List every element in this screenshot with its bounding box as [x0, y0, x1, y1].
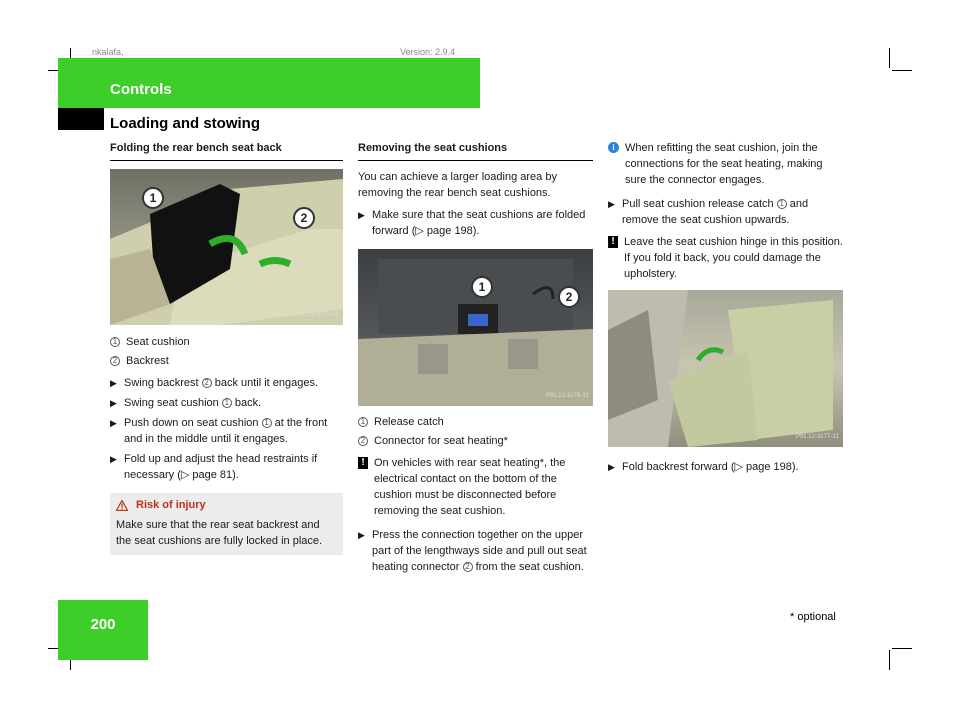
triangle-right-icon: ▶	[110, 378, 117, 388]
crop-mark	[892, 70, 912, 71]
callout-2: 2	[558, 286, 580, 308]
note-text: On vehicles with rear seat heating*, the electrical contact on the bottom of the cushion must be disconnected before removing the seat cushion.	[374, 457, 566, 517]
legend-text: Seat cushion	[126, 336, 190, 348]
section-tab-marker	[58, 108, 104, 130]
photo-folded-seat	[608, 290, 843, 447]
column-folding	[110, 140, 343, 555]
instruction-step	[110, 415, 343, 447]
instruction-step	[358, 527, 593, 575]
warning-title: Risk of injury	[136, 499, 206, 511]
heading-removing: Removing the seat cushions	[358, 140, 593, 161]
folded-seat-illustration	[608, 290, 843, 447]
triangle-right-icon: ▶	[358, 530, 365, 540]
legend-text: Backrest	[126, 355, 169, 367]
step-text: Fold backrest forward (▷ page 198).	[622, 461, 799, 473]
step-text: Press the connection together on the upper part of the lengthways side and pull out seat heating connector	[372, 529, 587, 573]
page-number: 200	[90, 616, 116, 633]
info-note	[608, 140, 843, 188]
column-refitting	[608, 140, 843, 479]
instruction-step	[608, 196, 843, 228]
exclamation-icon: !	[608, 236, 618, 248]
callout-number-icon: 1	[358, 417, 368, 427]
notice-note	[608, 234, 843, 282]
triangle-right-icon: ▶	[608, 199, 615, 209]
warning-triangle-icon	[116, 500, 128, 511]
footnote: * optional	[790, 611, 836, 623]
crop-mark	[892, 648, 912, 649]
triangle-right-icon: ▶	[358, 210, 365, 220]
meta-right: Version: 2.9.4	[400, 47, 456, 57]
callout-number-icon: 1	[262, 418, 272, 428]
callout-1: 1	[471, 276, 493, 298]
callout-number-icon: 1	[222, 398, 232, 408]
instruction-step	[110, 451, 343, 483]
callout-number-icon: 1	[777, 199, 787, 209]
step-text: at the front and in the middle until it engages.	[124, 417, 328, 445]
instruction-step	[358, 207, 593, 239]
photo-rear-bench-fold	[110, 169, 343, 325]
legend-text: Connector for seat heating*	[374, 435, 508, 447]
warning-text: Make sure that the rear seat backrest and the seat cushions are fully locked in place.	[116, 519, 323, 547]
meta-left: nkalafa,	[92, 47, 124, 57]
step-text: Push down on seat cushion	[124, 417, 262, 429]
legend-item	[110, 353, 343, 369]
instruction-step	[110, 375, 343, 391]
callout-number-icon: 1	[110, 337, 120, 347]
column-removing	[358, 140, 593, 579]
warning-box	[110, 493, 343, 555]
crop-mark	[889, 650, 890, 670]
legend-text: Release catch	[374, 416, 444, 428]
callout-number-icon: 2	[463, 562, 473, 572]
step-text: from the seat cushion.	[472, 561, 584, 573]
legend-item	[358, 414, 593, 430]
legend-item	[358, 433, 593, 449]
photo-code: P91.12-3175-31	[295, 312, 339, 318]
triangle-right-icon: ▶	[110, 398, 117, 408]
step-text: and remove the seat cushion upwards.	[622, 198, 809, 226]
crop-mark	[889, 48, 890, 68]
triangle-right-icon: ▶	[110, 454, 117, 464]
section-title: Controls	[110, 81, 172, 98]
step-text: Swing backrest	[124, 377, 202, 389]
notice-note	[358, 455, 593, 519]
photo-seat-release-catch	[358, 249, 593, 406]
photo-code: P91.12-3176-31	[545, 393, 589, 399]
instruction-step	[608, 459, 843, 475]
step-text: back.	[231, 397, 262, 409]
instruction-step	[110, 395, 343, 411]
info-icon: i	[608, 142, 619, 153]
step-text: Make sure that the seat cushions are folded forward (▷ page 198).	[372, 209, 586, 237]
step-text: Swing seat cushion	[124, 397, 222, 409]
photo-code: P91.12-3177-31	[795, 434, 839, 440]
info-text: When refitting the seat cushion, join the connections for the seat heating, making sure the connector engages.	[625, 142, 823, 186]
callout-2: 2	[293, 207, 315, 229]
release-catch-illustration	[358, 249, 593, 406]
callout-1: 1	[142, 187, 164, 209]
callout-number-icon: 2	[110, 356, 120, 366]
triangle-right-icon: ▶	[110, 418, 117, 428]
callout-number-icon: 2	[202, 378, 212, 388]
callout-number-icon: 2	[358, 436, 368, 446]
legend-item	[110, 334, 343, 350]
page-link[interactable]: ▷ page 81).	[180, 469, 239, 481]
step-text: Fold up and adjust the head restraints if necessary (	[124, 453, 318, 481]
warning-header	[116, 497, 337, 513]
triangle-right-icon: ▶	[608, 462, 615, 472]
note-text: Leave the seat cushion hinge in this position. If you fold it back, you could damage the upholstery.	[624, 236, 843, 280]
step-text: Pull seat cushion release catch	[622, 198, 777, 210]
step-text: back until it engages.	[211, 377, 319, 389]
heading-folding: Folding the rear bench seat back	[110, 140, 343, 161]
exclamation-icon: !	[358, 457, 368, 469]
intro-text: You can achieve a larger loading area by removing the rear bench seat cushions.	[358, 171, 557, 199]
subsection-title: Loading and stowing	[110, 115, 260, 132]
